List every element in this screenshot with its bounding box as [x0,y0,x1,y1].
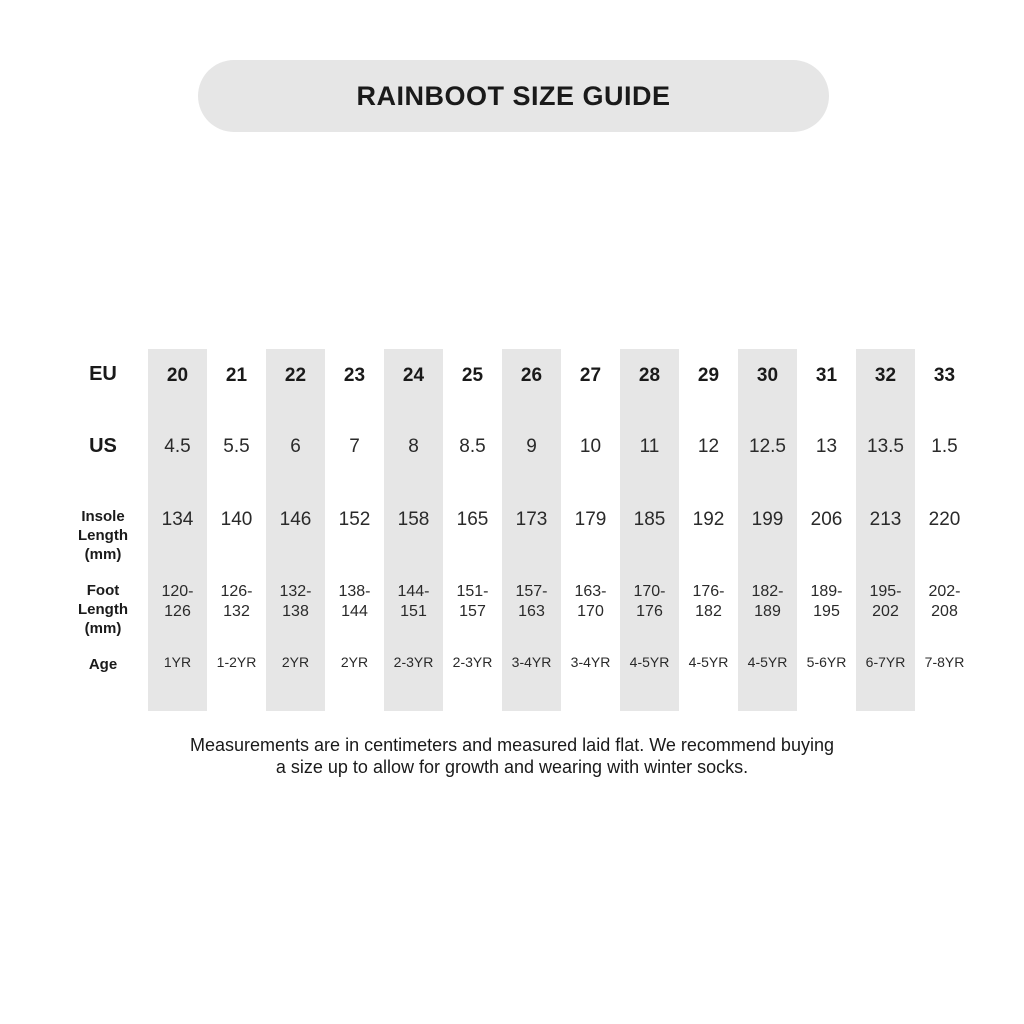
cell-eu: 31 [815,365,838,386]
cell-foot-length-min: 195- [869,583,902,600]
cell-eu: 33 [933,365,956,386]
cell-us: 10 [579,436,602,457]
cell-us: 9 [526,436,537,457]
cell-eu: 24 [402,365,425,386]
row-label-foot-length [62,581,144,638]
cell-foot-length-min: 144- [397,583,430,600]
cell-foot-length-min: 182- [751,583,784,600]
cell-us: 13 [815,436,838,457]
cell-eu: 23 [343,365,366,386]
page-title: RAINBOOT SIZE GUIDE [356,80,671,111]
cell-foot-length-max: 208 [931,603,958,620]
cell-foot-length-min: 138- [338,583,371,600]
cell-age: 3-4YR [570,654,611,670]
cell-age: 3-4YR [511,654,552,670]
row-label-eu: EU [89,363,117,385]
cell-age: 7-8YR [924,654,965,670]
cell-insole: 146 [279,509,312,530]
cell-us: 1.5 [931,436,958,457]
cell-insole: 140 [220,509,253,530]
cell-insole: 185 [633,509,666,530]
row-label-foot-line-3: (mm) [84,620,122,637]
row-label-insole-line-1: Insole [81,508,125,525]
cell-age: 6-7YR [865,654,906,670]
cell-us: 12 [697,436,720,457]
cell-us: 11 [639,436,660,457]
cell-insole: 192 [692,509,725,530]
cell-foot-length-max: 151 [400,603,427,620]
cell-foot-length-min: 176- [692,583,725,600]
cell-foot-length [915,582,974,622]
cell-age: 2YR [340,654,369,670]
cell-age: 4-5YR [688,654,729,670]
cell-insole: 213 [869,509,902,530]
cell-insole: 152 [338,509,371,530]
cell-foot-length-max: 182 [695,603,722,620]
cell-eu: 30 [756,365,779,386]
cell-age: 2-3YR [452,654,493,670]
cell-foot-length [856,582,915,622]
cell-eu: 22 [284,365,307,386]
cell-foot-length [679,582,738,622]
cell-foot-length [502,582,561,622]
cell-insole: 165 [456,509,489,530]
cell-eu: 25 [461,365,484,386]
cell-us: 8.5 [459,436,486,457]
cell-foot-length [266,582,325,622]
cell-us: 4.5 [164,436,191,457]
cell-age: 4-5YR [629,654,670,670]
cell-age: 5-6YR [806,654,847,670]
cell-foot-length [443,582,502,622]
cell-us: 13.5 [867,436,904,457]
cell-insole: 158 [397,509,430,530]
cell-foot-length [738,582,797,622]
cell-age: 1YR [163,654,192,670]
row-label-insole-length [62,507,144,564]
cell-foot-length-max: 126 [164,603,191,620]
cell-foot-length [207,582,266,622]
cell-age: 4-5YR [747,654,788,670]
cell-eu: 32 [874,365,897,386]
cell-eu: 28 [638,365,661,386]
cell-insole: 134 [161,509,194,530]
cell-foot-length-min: 163- [574,583,607,600]
cell-us: 6 [290,436,301,457]
cell-insole: 206 [810,509,843,530]
cell-insole: 179 [574,509,607,530]
cell-foot-length-max: 195 [813,603,840,620]
cell-age: 2-3YR [393,654,434,670]
cell-foot-length-max: 157 [459,603,486,620]
row-label-foot-line-1: Foot [86,582,120,599]
row-label-insole-line-3: (mm) [84,546,122,563]
cell-us: 12.5 [749,436,786,457]
cell-foot-length [384,582,443,622]
cell-eu: 29 [697,365,720,386]
cell-foot-length-min: 151- [456,583,489,600]
cell-foot-length-min: 126- [220,583,253,600]
cell-eu: 26 [520,365,543,386]
cell-foot-length-min: 120- [161,583,194,600]
row-label-us: US [89,435,117,457]
cell-foot-length-max: 176 [636,603,663,620]
cell-foot-length [325,582,384,622]
cell-foot-length-max: 138 [282,603,309,620]
cell-foot-length [620,582,679,622]
cell-foot-length-min: 132- [279,583,312,600]
cell-us: 7 [349,436,360,457]
row-label-insole-line-2: Length [78,527,128,544]
cell-foot-length-max: 163 [518,603,545,620]
cell-eu: 20 [166,365,189,386]
cell-foot-length-max: 202 [872,603,899,620]
row-label-foot-line-2: Length [78,601,128,618]
cell-foot-length-max: 170 [577,603,604,620]
cell-foot-length [797,582,856,622]
cell-insole: 173 [515,509,548,530]
cell-foot-length-min: 157- [515,583,548,600]
cell-foot-length-max: 144 [341,603,368,620]
cell-age: 1-2YR [216,654,257,670]
measurement-note [100,734,924,778]
cell-insole: 220 [928,509,961,530]
note-line-2: a size up to allow for growth and wearing with winter socks. [275,757,749,777]
cell-foot-length-max: 189 [754,603,781,620]
cell-eu: 21 [225,365,248,386]
cell-insole: 199 [751,509,784,530]
cell-age: 2YR [281,654,310,670]
cell-foot-length-min: 202- [928,583,961,600]
cell-foot-length-max: 132 [223,603,250,620]
note-line-1: Measurements are in centimeters and measured laid flat. We recommend buying [190,735,834,755]
cell-eu: 27 [579,365,602,386]
cell-foot-length [148,582,207,622]
cell-foot-length-min: 170- [633,583,666,600]
cell-us: 8 [408,436,419,457]
cell-us: 5.5 [223,436,250,457]
cell-foot-length-min: 189- [810,583,843,600]
cell-foot-length [561,582,620,622]
row-label-age: Age [88,656,118,673]
